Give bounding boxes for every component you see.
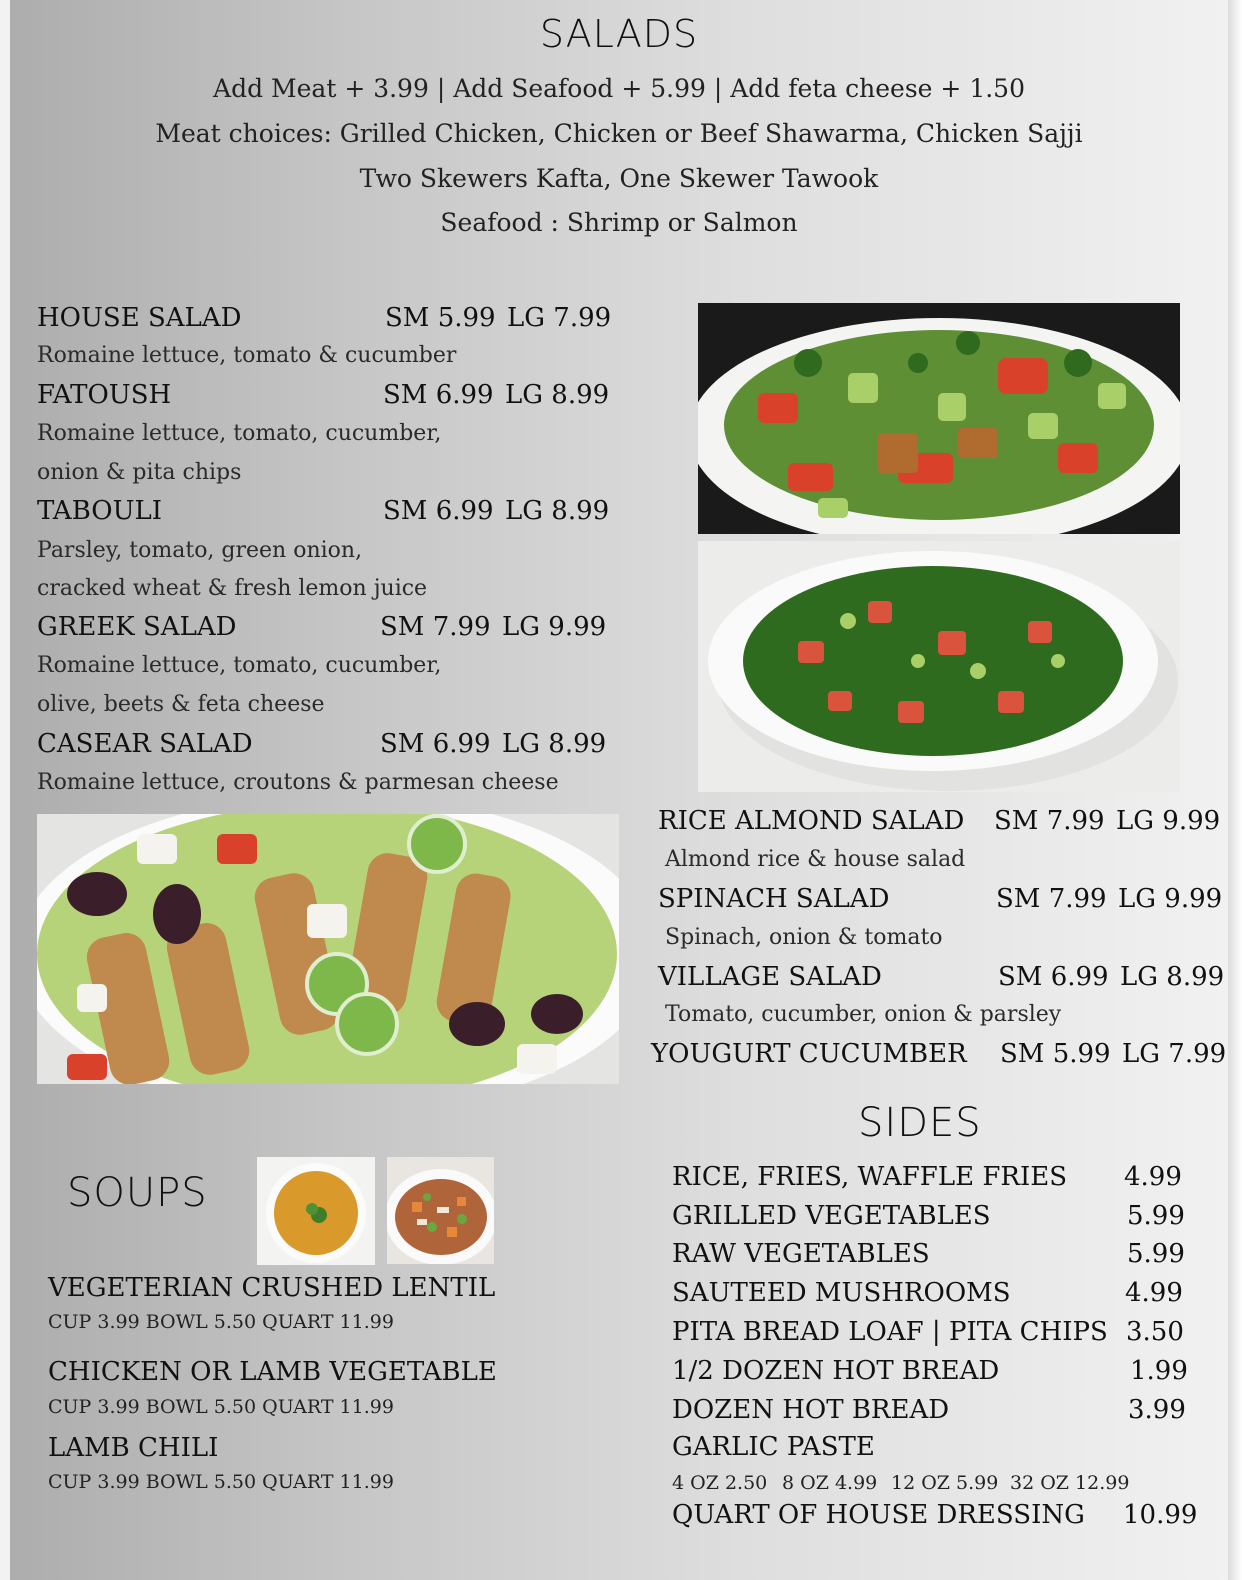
garlic-paste-size-32oz: 32 OZ 12.99 bbox=[1010, 1472, 1130, 1494]
spinach-salad-sm-price: SM 7.99 bbox=[996, 884, 1107, 914]
rice-almond-salad-name: RICE ALMOND SALAD bbox=[658, 806, 965, 836]
side-item-price: 1.99 bbox=[1130, 1356, 1188, 1386]
greek-salad-lg-price: LG 9.99 bbox=[502, 612, 607, 642]
lamb-chili-prices: CUP 3.99 BOWL 5.50 QUART 11.99 bbox=[48, 1471, 394, 1493]
spinach-salad-name: SPINACH SALAD bbox=[658, 884, 890, 914]
casear-salad-lg-price: LG 8.99 bbox=[502, 729, 607, 759]
house-salad-sm-price: SM 5.99 bbox=[385, 303, 496, 333]
fatoush-sm-price: SM 6.99 bbox=[383, 380, 494, 410]
casear-salad-sm-price: SM 6.99 bbox=[380, 729, 491, 759]
house-salad-description: Romaine lettuce, tomato & cucumber bbox=[37, 343, 457, 368]
side-item-name: RAW VEGETABLES bbox=[672, 1239, 930, 1269]
greek-salad-sm-price: SM 7.99 bbox=[380, 612, 491, 642]
greek-salad-name: GREEK SALAD bbox=[37, 612, 237, 642]
sides-heading: SIDES bbox=[858, 1100, 982, 1146]
salads-heading: SALADS bbox=[539, 12, 699, 56]
vegetable-soup-name: CHICKEN OR LAMB VEGETABLE bbox=[48, 1357, 497, 1387]
tabouli-sm-price: SM 6.99 bbox=[383, 496, 494, 526]
house-salad-lg-price: LG 7.99 bbox=[507, 303, 612, 333]
salads-addons-line: Add Meat + 3.99 | Add Seafood + 5.99 | Add feta cheese + 1.50 bbox=[213, 74, 1025, 103]
side-item-price: 5.99 bbox=[1127, 1201, 1185, 1231]
side-item-name: RICE, FRIES, WAFFLE FRIES bbox=[672, 1162, 1068, 1192]
lentil-soup-name: VEGETERIAN CRUSHED LENTIL bbox=[48, 1273, 496, 1303]
tabouli-description-line-1: Parsley, tomato, green onion, bbox=[37, 538, 363, 563]
side-item-name: GRILLED VEGETABLES bbox=[672, 1201, 991, 1231]
fatoush-photo bbox=[698, 303, 1180, 534]
fatoush-description-line-1: Romaine lettuce, tomato, cucumber, bbox=[37, 421, 442, 446]
side-item-name: 1/2 DOZEN HOT BREAD bbox=[672, 1356, 1000, 1386]
lentil-soup-photo bbox=[257, 1157, 375, 1265]
side-item-name: DOZEN HOT BREAD bbox=[672, 1395, 950, 1425]
tabouli-name: TABOULI bbox=[37, 496, 163, 526]
garlic-paste-size-8oz: 8 OZ 4.99 bbox=[782, 1472, 878, 1494]
greek-salad-photo bbox=[37, 814, 619, 1084]
side-item-name: PITA BREAD LOAF | PITA CHIPS bbox=[672, 1317, 1108, 1347]
lamb-chili-name: LAMB CHILI bbox=[48, 1433, 219, 1463]
village-salad-lg-price: LG 8.99 bbox=[1120, 962, 1225, 992]
side-item-price: 4.99 bbox=[1125, 1278, 1183, 1308]
vegetable-soup-photo bbox=[387, 1157, 494, 1264]
village-salad-name: VILLAGE SALAD bbox=[658, 962, 882, 992]
tabouli-lg-price: LG 8.99 bbox=[505, 496, 610, 526]
spinach-salad-description: Spinach, onion & tomato bbox=[665, 925, 943, 950]
house-salad-name: HOUSE SALAD bbox=[37, 303, 242, 333]
spinach-salad-lg-price: LG 9.99 bbox=[1118, 884, 1223, 914]
side-item-price: 4.99 bbox=[1124, 1162, 1182, 1192]
rice-almond-salad-lg-price: LG 9.99 bbox=[1116, 806, 1221, 836]
garlic-paste-name: GARLIC PASTE bbox=[672, 1432, 875, 1462]
garlic-paste-size-12oz: 12 OZ 5.99 bbox=[891, 1472, 999, 1494]
fatoush-description-line-2: onion & pita chips bbox=[37, 460, 242, 485]
lentil-soup-prices: CUP 3.99 BOWL 5.50 QUART 11.99 bbox=[48, 1311, 394, 1333]
tabouli-description-line-2: cracked wheat & fresh lemon juice bbox=[37, 576, 428, 601]
tabouli-photo bbox=[698, 541, 1180, 792]
yougurt-cucumber-lg-price: LG 7.99 bbox=[1122, 1039, 1227, 1069]
page-edge bbox=[1228, 0, 1242, 1580]
salads-seafood-line: Seafood : Shrimp or Salmon bbox=[440, 208, 798, 237]
soups-heading: SOUPS bbox=[67, 1170, 208, 1216]
village-salad-description: Tomato, cucumber, onion & parsley bbox=[665, 1002, 1062, 1027]
garlic-paste-size-4oz: 4 OZ 2.50 bbox=[672, 1472, 768, 1494]
fatoush-lg-price: LG 8.99 bbox=[505, 380, 610, 410]
greek-salad-description-line-2: olive, beets & feta cheese bbox=[37, 692, 325, 717]
rice-almond-salad-sm-price: SM 7.99 bbox=[994, 806, 1105, 836]
salads-meat-choices-line: Meat choices: Grilled Chicken, Chicken or Beef Shawarma, Chicken Sajji bbox=[155, 119, 1083, 148]
yougurt-cucumber-sm-price: SM 5.99 bbox=[1000, 1039, 1111, 1069]
salads-skewers-line: Two Skewers Kafta, One Skewer Tawook bbox=[359, 164, 879, 193]
house-dressing-name: QUART OF HOUSE DRESSING bbox=[672, 1500, 1085, 1530]
side-item-name: SAUTEED MUSHROOMS bbox=[672, 1278, 1011, 1308]
fatoush-name: FATOUSH bbox=[37, 380, 172, 410]
yougurt-cucumber-name: YOUGURT CUCUMBER bbox=[651, 1039, 967, 1069]
vegetable-soup-prices: CUP 3.99 BOWL 5.50 QUART 11.99 bbox=[48, 1396, 394, 1418]
casear-salad-description: Romaine lettuce, croutons & parmesan cheese bbox=[37, 770, 559, 795]
house-dressing-price: 10.99 bbox=[1123, 1500, 1198, 1530]
side-item-price: 3.99 bbox=[1128, 1395, 1186, 1425]
rice-almond-salad-description: Almond rice & house salad bbox=[665, 847, 966, 872]
side-item-price: 5.99 bbox=[1127, 1239, 1185, 1269]
casear-salad-name: CASEAR SALAD bbox=[37, 729, 253, 759]
menu-page bbox=[10, 0, 1228, 1580]
greek-salad-description-line-1: Romaine lettuce, tomato, cucumber, bbox=[37, 653, 442, 678]
village-salad-sm-price: SM 6.99 bbox=[998, 962, 1109, 992]
side-item-price: 3.50 bbox=[1126, 1317, 1184, 1347]
